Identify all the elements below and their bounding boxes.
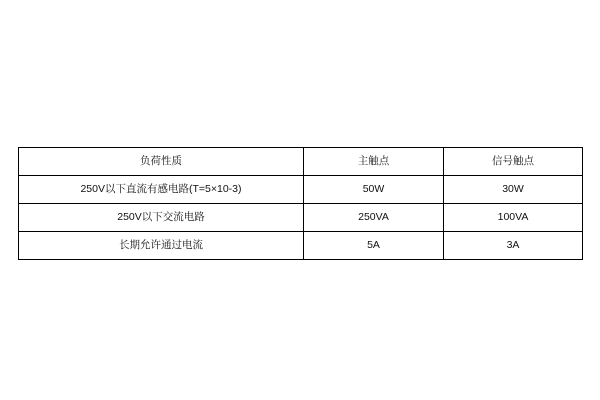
contact-capacity-table bbox=[18, 147, 583, 260]
table-row bbox=[19, 232, 583, 260]
spec-table-container bbox=[18, 147, 582, 260]
cell-signal-contact: 100VA bbox=[444, 204, 583, 232]
cell-main-contact: 50W bbox=[304, 176, 444, 204]
table-row bbox=[19, 204, 583, 232]
cell-main-contact: 5A bbox=[304, 232, 444, 260]
cell-signal-contact: 30W bbox=[444, 176, 583, 204]
column-header-main-contact: 主触点 bbox=[304, 148, 444, 176]
column-header-load-type: 负荷性质 bbox=[19, 148, 304, 176]
cell-load-type: 250V以下交流电路 bbox=[19, 204, 304, 232]
table-header-row bbox=[19, 148, 583, 176]
cell-load-type: 250V以下直流有感电路(T=5×10-3) bbox=[19, 176, 304, 204]
cell-signal-contact: 3A bbox=[444, 232, 583, 260]
table-row bbox=[19, 176, 583, 204]
column-header-signal-contact: 信号触点 bbox=[444, 148, 583, 176]
cell-load-type: 长期允许通过电流 bbox=[19, 232, 304, 260]
cell-main-contact: 250VA bbox=[304, 204, 444, 232]
